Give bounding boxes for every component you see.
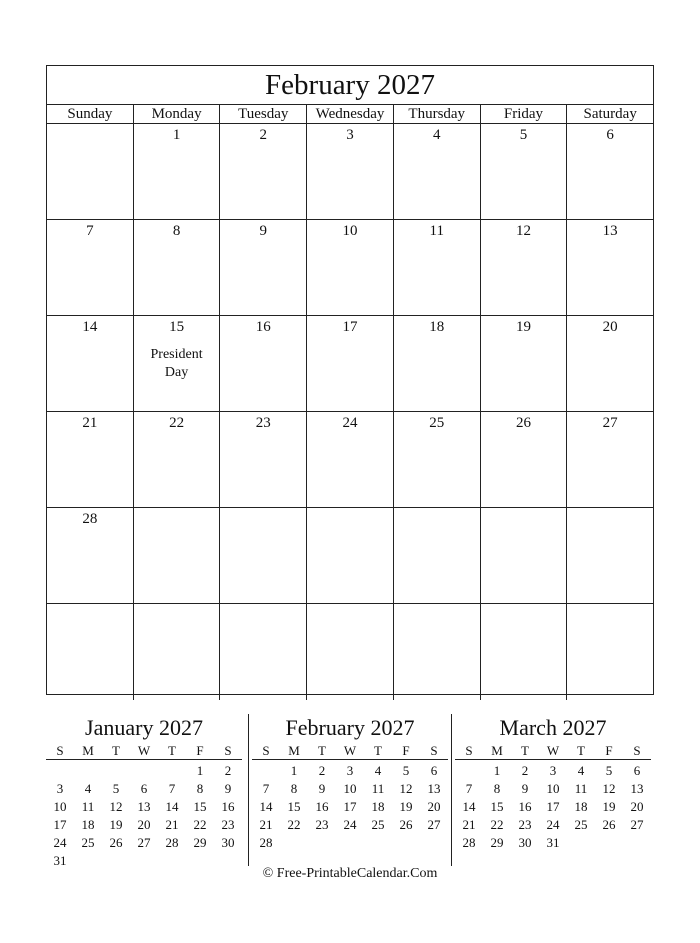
week-row <box>47 412 653 508</box>
weekday-label: Saturday <box>583 106 637 122</box>
mini-day: 10 <box>343 781 357 796</box>
mini-day <box>623 834 651 851</box>
week-row <box>47 220 653 316</box>
day-cell <box>394 508 481 603</box>
mini-day: 29 <box>490 835 504 850</box>
mini-weekday-label: S <box>262 743 270 758</box>
day-number <box>481 511 567 529</box>
mini-day: 24 <box>343 817 357 832</box>
day-number <box>134 607 220 625</box>
day-number <box>47 607 133 625</box>
mini-day <box>252 762 280 779</box>
weekday-label: Friday <box>481 105 568 123</box>
day-cell <box>307 316 394 411</box>
calendar-title: February 2027 <box>47 66 653 105</box>
day-number: 26 <box>515 415 531 431</box>
mini-day: 22 <box>193 817 207 832</box>
day-number: 27 <box>602 415 618 431</box>
mini-weekday-header <box>46 742 242 760</box>
mini-day: 5 <box>605 763 613 778</box>
mini-weekday-label: F <box>605 743 613 758</box>
mini-calendar-title: January 2027 <box>85 715 203 740</box>
mini-weekday-label: T <box>168 743 176 758</box>
mini-week-row <box>46 798 242 816</box>
day-cell <box>134 412 221 507</box>
mini-day: 30 <box>518 835 532 850</box>
mini-week-row <box>252 834 448 852</box>
mini-day: 19 <box>602 799 616 814</box>
mini-day <box>567 834 595 851</box>
mini-week-row <box>46 816 242 834</box>
mini-day: 28 <box>259 835 273 850</box>
mini-weekday-header <box>252 742 448 760</box>
mini-day <box>336 834 364 851</box>
day-number <box>220 511 306 529</box>
day-number: 4 <box>432 127 441 143</box>
day-number: 28 <box>82 511 98 527</box>
mini-week-row <box>252 762 448 780</box>
mini-day: 19 <box>109 817 123 832</box>
footer-credit: © Free-PrintableCalendar.Com <box>262 866 438 881</box>
mini-day: 21 <box>462 817 476 832</box>
mini-day: 6 <box>633 763 641 778</box>
mini-week-row <box>455 834 651 852</box>
mini-day: 20 <box>137 817 151 832</box>
mini-day: 27 <box>630 817 644 832</box>
day-cell <box>220 604 307 700</box>
day-cell <box>481 412 568 507</box>
mini-weekday-label: M <box>288 743 300 758</box>
main-calendar <box>46 65 654 695</box>
mini-calendar-title: February 2027 <box>285 715 415 740</box>
day-cell <box>47 124 134 219</box>
mini-day: 18 <box>574 799 588 814</box>
day-number: 12 <box>515 223 531 239</box>
day-number: 24 <box>342 415 358 431</box>
mini-week-row <box>455 762 651 780</box>
day-cell <box>307 124 394 219</box>
mini-day <box>130 762 158 779</box>
day-cell <box>134 220 221 315</box>
mini-weekday-label: S <box>224 743 232 758</box>
mini-day: 12 <box>399 781 413 796</box>
day-cell <box>220 508 307 603</box>
mini-week-row <box>252 816 448 834</box>
mini-day: 28 <box>462 835 476 850</box>
mini-week-row <box>252 798 448 816</box>
day-cell <box>567 124 653 219</box>
mini-weekday-label: W <box>343 743 357 758</box>
mini-day: 11 <box>371 781 385 796</box>
weekday-header-row <box>47 105 653 124</box>
mini-weekday-label: W <box>546 743 560 758</box>
mini-day: 17 <box>343 799 357 814</box>
mini-day: 28 <box>165 835 179 850</box>
mini-day: 16 <box>315 799 329 814</box>
mini-day: 7 <box>262 781 270 796</box>
mini-day: 15 <box>193 799 207 814</box>
mini-day: 11 <box>574 781 588 796</box>
mini-day: 22 <box>287 817 301 832</box>
mini-day: 20 <box>427 799 441 814</box>
mini-day: 14 <box>259 799 273 814</box>
day-number: 18 <box>429 319 445 335</box>
day-cell <box>134 508 221 603</box>
holiday-label: President Day <box>150 347 203 380</box>
day-cell <box>394 604 481 700</box>
mini-day: 3 <box>56 781 64 796</box>
mini-weekday-label: M <box>82 743 94 758</box>
day-cell <box>567 412 653 507</box>
mini-day: 29 <box>193 835 207 850</box>
day-cell <box>220 124 307 219</box>
week-row <box>47 124 653 220</box>
day-cell <box>220 412 307 507</box>
mini-calendar-body <box>46 760 242 870</box>
mini-day <box>74 762 102 779</box>
mini-day: 3 <box>346 763 354 778</box>
day-cell <box>394 124 481 219</box>
mini-day <box>158 762 186 779</box>
mini-day: 13 <box>630 781 644 796</box>
day-cell <box>220 316 307 411</box>
mini-day: 27 <box>427 817 441 832</box>
day-number: 5 <box>519 127 528 143</box>
day-number: 10 <box>342 223 358 239</box>
weekday-label: Thursday <box>394 105 481 123</box>
day-cell <box>567 604 653 700</box>
day-cell <box>567 220 653 315</box>
day-number: 9 <box>259 223 268 239</box>
mini-week-row <box>46 762 242 780</box>
mini-day: 9 <box>224 781 232 796</box>
day-cell <box>47 316 134 411</box>
mini-day <box>420 834 448 851</box>
mini-day <box>46 762 74 779</box>
mini-day <box>595 834 623 851</box>
mini-day: 23 <box>518 817 532 832</box>
day-number: 13 <box>602 223 618 239</box>
day-number <box>567 511 653 529</box>
mini-weekday-label: S <box>430 743 438 758</box>
day-number: 7 <box>86 223 94 239</box>
day-number: 16 <box>255 319 271 335</box>
day-cell <box>307 508 394 603</box>
mini-day: 25 <box>574 817 588 832</box>
mini-week-row <box>252 780 448 798</box>
day-number <box>394 511 480 529</box>
day-cell <box>567 508 653 603</box>
day-cell <box>394 412 481 507</box>
mini-weekday-label: S <box>56 743 64 758</box>
day-number: 21 <box>82 415 98 431</box>
mini-day: 12 <box>109 799 123 814</box>
mini-day: 17 <box>546 799 560 814</box>
day-cell <box>220 220 307 315</box>
mini-day: 4 <box>374 763 382 778</box>
mini-calendar-march <box>455 714 651 852</box>
mini-day: 18 <box>371 799 385 814</box>
day-number: 19 <box>515 319 531 335</box>
mini-day: 26 <box>399 817 413 832</box>
mini-day: 8 <box>493 781 501 796</box>
day-cell <box>134 604 221 700</box>
day-number: 20 <box>602 319 618 335</box>
week-row <box>47 316 653 412</box>
mini-day: 14 <box>462 799 476 814</box>
mini-day <box>364 834 392 851</box>
mini-weekday-label: T <box>577 743 585 758</box>
mini-day <box>308 834 336 851</box>
mini-day: 24 <box>546 817 560 832</box>
day-number <box>481 607 567 625</box>
weekday-label: Sunday <box>47 105 134 123</box>
mini-day: 26 <box>602 817 616 832</box>
day-number <box>307 607 393 625</box>
day-number: 1 <box>172 127 181 143</box>
mini-day: 4 <box>577 763 585 778</box>
mini-weekday-label: T <box>112 743 120 758</box>
mini-weekday-label: F <box>402 743 410 758</box>
weekday-label: Monday <box>134 105 221 123</box>
week-row <box>47 508 653 604</box>
mini-weekday-label: W <box>137 743 151 758</box>
mini-day: 30 <box>221 835 235 850</box>
day-cell <box>134 124 221 219</box>
mini-day: 1 <box>493 763 501 778</box>
mini-day: 23 <box>221 817 235 832</box>
weekday-label: Wednesday <box>307 105 394 123</box>
day-number <box>567 607 653 625</box>
mini-week-row <box>455 780 651 798</box>
mini-day: 31 <box>546 835 560 850</box>
mini-day: 9 <box>521 781 529 796</box>
day-cell <box>481 604 568 700</box>
mini-day: 25 <box>81 835 95 850</box>
mini-divider <box>451 714 452 866</box>
mini-day: 2 <box>318 763 326 778</box>
mini-day: 4 <box>84 781 92 796</box>
mini-week-row <box>455 798 651 816</box>
mini-week-row <box>46 834 242 852</box>
mini-day: 20 <box>630 799 644 814</box>
day-cell <box>47 412 134 507</box>
mini-weekday-label: T <box>521 743 529 758</box>
mini-day: 9 <box>318 781 326 796</box>
mini-day: 1 <box>196 763 204 778</box>
mini-calendar-february <box>252 714 448 852</box>
mini-week-row <box>46 780 242 798</box>
mini-day: 1 <box>290 763 298 778</box>
day-number <box>134 511 220 529</box>
mini-day <box>280 834 308 851</box>
mini-weekday-label: T <box>318 743 326 758</box>
mini-day: 31 <box>53 853 67 868</box>
day-cell <box>307 412 394 507</box>
mini-day: 21 <box>259 817 273 832</box>
day-number: 22 <box>169 415 185 431</box>
mini-day: 2 <box>224 763 232 778</box>
mini-calendar-body <box>455 760 651 852</box>
day-number: 17 <box>342 319 358 335</box>
day-number <box>220 607 306 625</box>
day-number: 2 <box>259 127 268 143</box>
mini-day: 17 <box>53 817 67 832</box>
mini-weekday-header <box>455 742 651 760</box>
day-cell <box>47 604 134 700</box>
mini-day: 27 <box>137 835 151 850</box>
mini-day: 26 <box>109 835 123 850</box>
day-number <box>47 127 133 145</box>
mini-day: 13 <box>427 781 441 796</box>
mini-weekday-label: T <box>374 743 382 758</box>
mini-divider <box>248 714 249 866</box>
mini-day: 15 <box>287 799 301 814</box>
mini-day: 5 <box>402 763 410 778</box>
day-cell <box>307 220 394 315</box>
day-cell <box>481 316 568 411</box>
mini-day: 15 <box>490 799 504 814</box>
mini-day: 18 <box>81 817 95 832</box>
mini-calendar-body <box>252 760 448 852</box>
mini-day: 3 <box>549 763 557 778</box>
week-row <box>47 604 653 700</box>
mini-day: 16 <box>518 799 532 814</box>
day-number: 3 <box>346 127 354 143</box>
weekday-label: Tuesday <box>220 105 307 123</box>
day-number: 6 <box>606 127 614 143</box>
day-cell <box>481 508 568 603</box>
mini-calendar-january <box>46 714 242 870</box>
calendar-grid <box>47 124 653 700</box>
day-number: 23 <box>255 415 271 431</box>
mini-day: 12 <box>602 781 616 796</box>
day-number: 14 <box>82 319 98 335</box>
mini-weekday-label: S <box>465 743 473 758</box>
mini-day: 11 <box>81 799 95 814</box>
mini-day: 16 <box>221 799 235 814</box>
mini-day: 6 <box>430 763 438 778</box>
mini-day: 13 <box>137 799 151 814</box>
mini-week-row <box>455 816 651 834</box>
mini-day: 25 <box>371 817 385 832</box>
day-cell <box>481 220 568 315</box>
mini-day: 6 <box>140 781 148 796</box>
mini-day: 22 <box>490 817 504 832</box>
mini-weekday-label: M <box>491 743 503 758</box>
mini-day: 21 <box>165 817 179 832</box>
mini-day: 23 <box>315 817 329 832</box>
mini-day: 2 <box>521 763 529 778</box>
day-number: 11 <box>429 223 444 239</box>
day-cell <box>307 604 394 700</box>
day-cell <box>567 316 653 411</box>
day-cell <box>394 220 481 315</box>
day-cell <box>481 124 568 219</box>
day-cell <box>134 316 221 411</box>
mini-day <box>455 762 483 779</box>
mini-weekday-label: S <box>633 743 641 758</box>
day-cell <box>47 508 134 603</box>
mini-calendars <box>46 714 654 866</box>
day-cell <box>47 220 134 315</box>
mini-day: 10 <box>546 781 560 796</box>
mini-day: 7 <box>465 781 473 796</box>
mini-calendar-title: March 2027 <box>499 715 607 740</box>
day-number: 15 <box>169 319 185 335</box>
day-number: 25 <box>429 415 445 431</box>
mini-day: 10 <box>53 799 67 814</box>
mini-day: 19 <box>399 799 413 814</box>
mini-day: 24 <box>53 835 67 850</box>
mini-day <box>102 762 130 779</box>
mini-weekday-label: F <box>196 743 204 758</box>
day-number <box>394 607 480 625</box>
mini-day: 5 <box>112 781 120 796</box>
mini-day: 8 <box>196 781 204 796</box>
mini-day: 7 <box>168 781 176 796</box>
day-cell <box>394 316 481 411</box>
mini-day: 14 <box>165 799 179 814</box>
mini-day <box>392 834 420 851</box>
day-number <box>307 511 393 529</box>
day-number: 8 <box>172 223 181 239</box>
mini-day: 8 <box>290 781 298 796</box>
